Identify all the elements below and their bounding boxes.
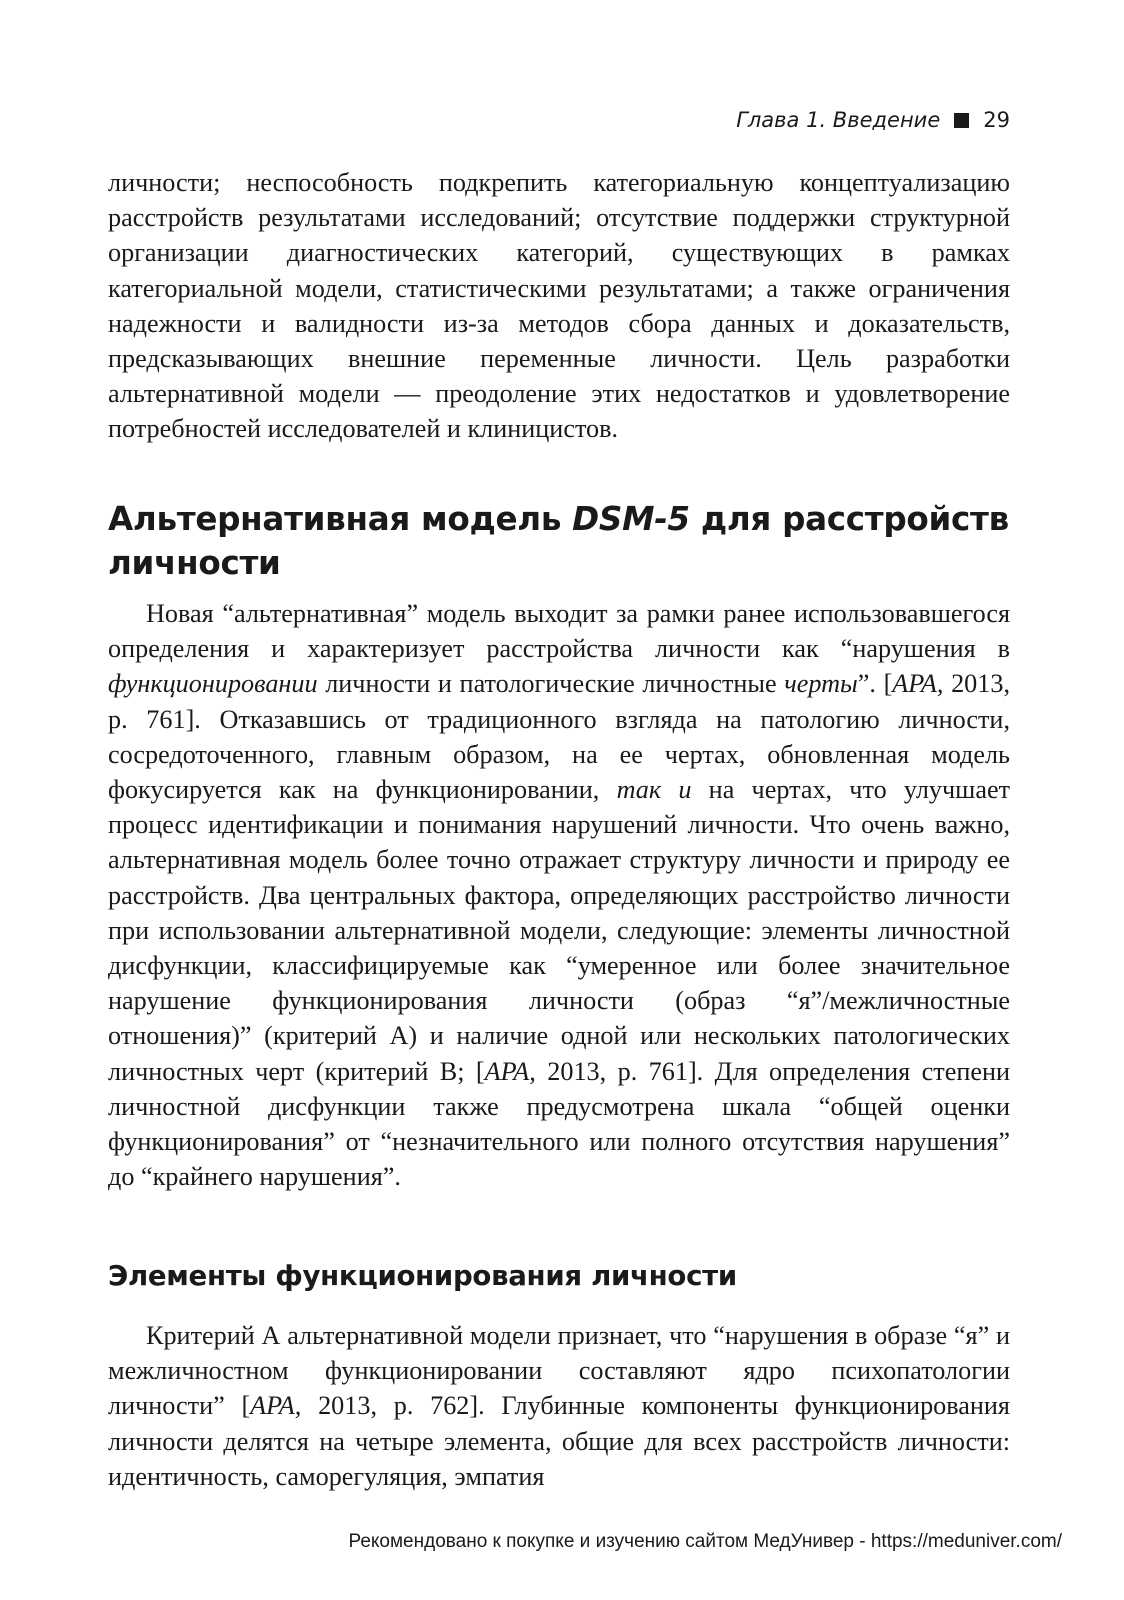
page-number: 29 (983, 108, 1010, 132)
p2-emphasis-3: APA, (892, 669, 944, 699)
p2-text-4: 2013, p. 761]. Отказавшись от традиционного взгляда на патологию личности, сосредоточенного, главным образом, на ее чертах, обновленная модель фокусируется как на функционировании, (108, 669, 1011, 805)
p3-text-1: Критерий А альтернативной модели признает, что “нарушения в образе “я” и межличностном функционировании составляют ядро психопатологии личности” [ (108, 1321, 1010, 1421)
heading-1-part-2: для расстройств личности (108, 500, 1009, 582)
footer-watermark: Рекомендовано к покупке и изучению сайтом МедУнивер - https://meduniver.com/ (348, 1531, 1062, 1552)
paragraph-2 (108, 596, 1010, 1194)
p2-text-3: ”. [ (857, 669, 893, 699)
section-heading-alternative-model (108, 497, 1010, 585)
paragraph-3 (108, 1318, 1010, 1494)
p2-emphasis-5: APA, (484, 1056, 536, 1086)
square-separator-icon (954, 113, 969, 128)
p2-text-6: 2013, p. 761]. Для определения степени личностной дисфункции также предусмотрена шкала “общей оценки функционирования” от “незначительного или полного отсутствия нарушения” до “крайнего нарушения”. (108, 1056, 1011, 1192)
p3-text-2: 2013, p. 762]. Глубинные компоненты функционирования личности делятся на четыре элемента, общие для всех расстройств личности: идентичность, саморегуляция, эмпатия (108, 1391, 1010, 1491)
subsection-heading-functioning-elements: Элементы функционирования личности (108, 1259, 737, 1292)
paragraph-1: личности; неспособность подкрепить категориальную концептуализацию расстройств результатами исследований; отсутствие поддержки структурной организации диагностических категорий, существующих в рамках категориальной модели, статистическими результатами; а также ограничения надежности и валидности из-за методов сбора данных и доказательств, предсказывающих внешние переменные личности. Цель разработки альтернативной модели — преодоление этих недостатков и удовлетворение потребностей исследователей и клиницистов. (108, 168, 1010, 444)
running-head (736, 108, 1010, 132)
p3-emphasis-1: APA, (250, 1391, 302, 1421)
p2-emphasis-4: так и (616, 775, 692, 805)
p2-text-1: Новая “альтернативная” модель выходит за рамки ранее использовавшегося определения и характеризует расстройства личности как “нарушения в (108, 599, 1010, 664)
heading-1-part-1: Альтернативная модель (108, 500, 573, 538)
p2-emphasis-2: черты (784, 669, 858, 699)
p2-emphasis-1: функционировании (108, 669, 318, 699)
heading-1-emphasis: DSM-5 (572, 500, 690, 538)
p2-text-2: личности и патологические личностные (317, 669, 785, 699)
chapter-title: Глава 1. Введение (736, 108, 941, 132)
p2-text-5: на чертах, что улучшает процесс идентификации и понимания нарушений личности. Что очень важно, альтернативная модель более точно отражает структуру личности и природу ее расстройств. Два центральных фактора, определяющих расстройство личности при использовании альтернативной модели, следующие: элементы личностной дисфункции, классифицируемые как “умеренное или более значительное нарушение функционирования личности (образ “я”/межличностные отношения)” (критерий А) и наличие одной или нескольких патологических личностных черт (критерий В; [ (108, 775, 1011, 1086)
